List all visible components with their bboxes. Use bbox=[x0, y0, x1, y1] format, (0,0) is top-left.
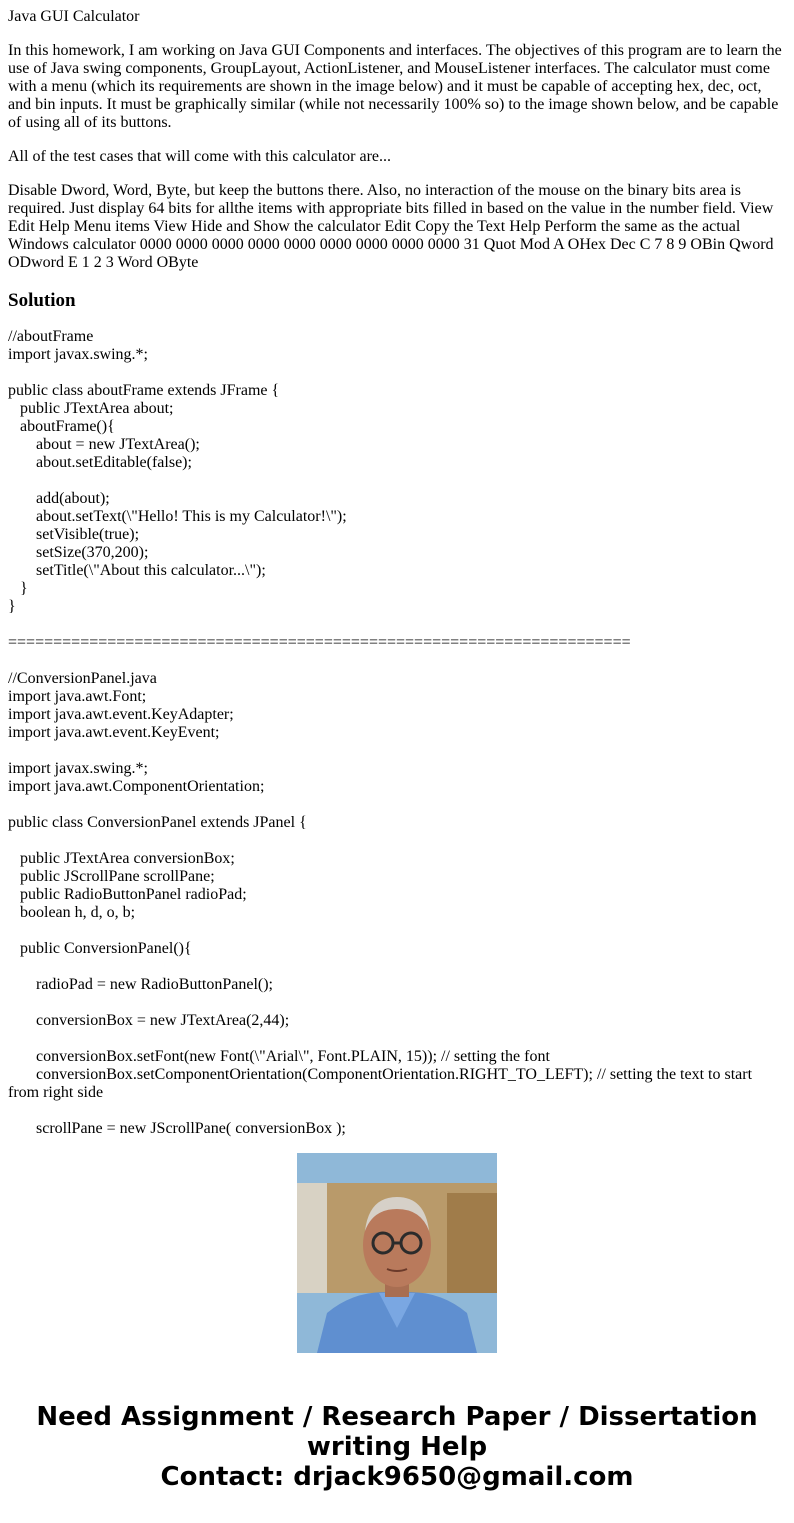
contact-banner bbox=[0, 1402, 794, 1492]
banner-contact-line: Contact: drjack9650@gmail.com bbox=[160, 1462, 634, 1492]
question-paragraph-1: In this homework, I am working on Java GUI Components and interfaces. The objectives of this program are to learn the use of Java swing components, GroupLayout, ActionListener, and MouseListener interfaces. The calculator must come with a menu (which its requirements are shown in the image below) and it must be capable of accepting hex, dec, oct, and bin inputs. It must be graphically similar (while not necessarily 100% so) to the image shown below, and be capable of using all of its buttons. bbox=[8, 42, 782, 131]
banner-line-1: Need Assignment / Research Paper / Dissertation bbox=[36, 1402, 758, 1432]
solution-code: //aboutFrame import javax.swing.*; public class aboutFrame extends JFrame { public JTextArea about; aboutFrame(){ about = new JTextArea(); about.setEditable(false); add(about); about.setText(\"Hello! This is my Calculator!\"); setVisible(true); setSize(370,200); setTitle(\"About this calculator...\"); } } ===================================================================== //ConversionPanel.java import java.awt.Font; import java.awt.event.KeyAdapter; import java.awt.event.KeyEvent; import javax.swing.*; import java.awt.ComponentOrientation; public class ConversionPanel extends JPanel { public JTextArea conversionBox; public JScrollPane scrollPane; public RadioButtonPanel radioPad; boolean h, d, o, b; public ConversionPanel(){ radioPad = new RadioButtonPanel(); conversionBox = new JTextArea(2,44); conversionBox.setFont(new Font(\"Arial\", Font.PLAIN, 15)); // setting the font conversionBox.setComponentOrientation(ComponentOrientation.RIGHT_TO_LEFT); // setting the text to start from right side scrollPane = new JScrollPane( conversionBox ); bbox=[8, 328, 753, 1137]
solution-heading: Solution bbox=[8, 290, 76, 311]
question-title: Java GUI Calculator bbox=[8, 8, 140, 25]
author-photo-image bbox=[297, 1153, 497, 1353]
author-avatar bbox=[297, 1153, 497, 1353]
question-paragraph-3: Disable Dword, Word, Byte, but keep the buttons there. Also, no interaction of the mouse on the binary bits area is required. Just display 64 bits for allthe items with appropriate bits filled in based on the value in the number field. View Edit Help Menu items View Hide and Show the calculator Edit Copy the Text Help Perform the same as the actual Windows calculator 0000 0000 0000 0000 0000 0000 0000 0000 0000 31 Quot Mod A OHex Dec C 7 8 9 OBin Qword ODword E 1 2 3 Word OByte bbox=[8, 182, 774, 271]
banner-line-2: writing Help bbox=[306, 1432, 488, 1462]
document-content bbox=[8, 8, 786, 1137]
question-paragraph-2: All of the test cases that will come with this calculator are... bbox=[8, 148, 391, 165]
